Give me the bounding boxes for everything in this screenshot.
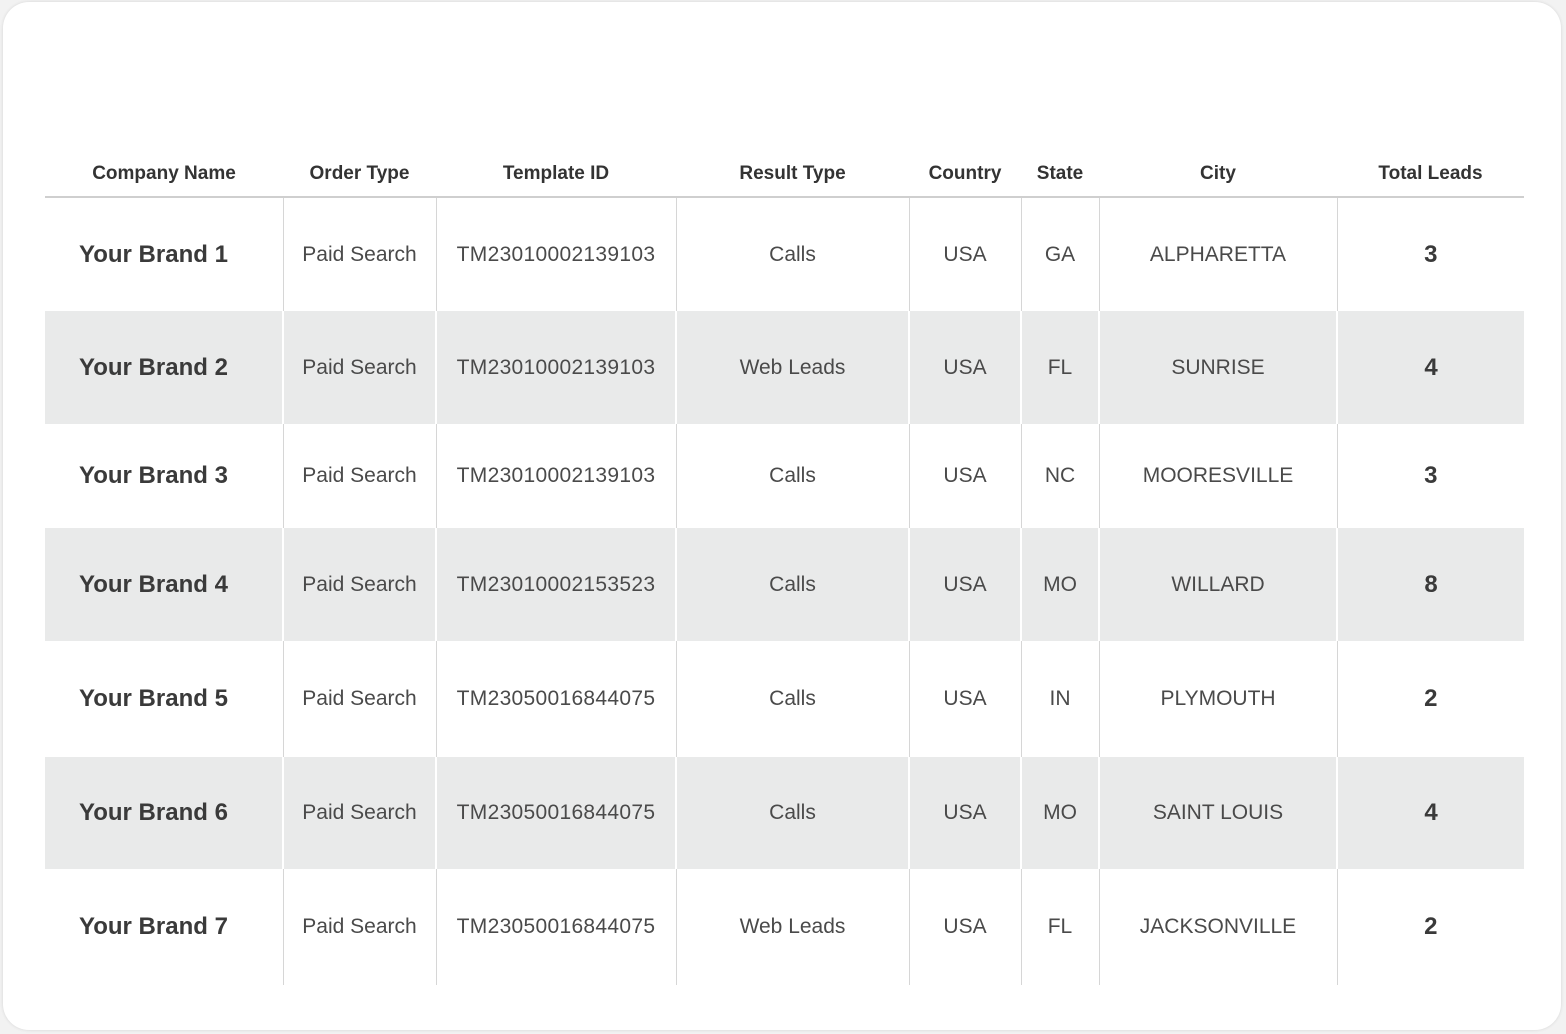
column-header-country[interactable]: Country — [909, 152, 1021, 197]
table-header-row — [45, 152, 1524, 197]
table-row[interactable] — [45, 528, 1524, 641]
state-cell: NC — [1021, 424, 1099, 528]
column-header-total-leads[interactable]: Total Leads — [1337, 152, 1524, 197]
total-leads-cell: 3 — [1337, 197, 1524, 311]
column-header-state[interactable]: State — [1021, 152, 1099, 197]
total-leads-cell: 2 — [1337, 869, 1524, 985]
table-row[interactable] — [45, 424, 1524, 528]
result-type-cell: Calls — [676, 197, 909, 311]
template-id-cell: TM23010002139103 — [436, 197, 676, 311]
order-type-cell: Paid Search — [283, 311, 436, 424]
result-type-cell: Calls — [676, 528, 909, 641]
country-cell: USA — [909, 757, 1021, 869]
total-leads-cell: 3 — [1337, 424, 1524, 528]
city-cell: SUNRISE — [1099, 311, 1337, 424]
order-type-cell: Paid Search — [283, 197, 436, 311]
state-cell: MO — [1021, 528, 1099, 641]
state-cell: FL — [1021, 869, 1099, 985]
order-type-cell: Paid Search — [283, 641, 436, 757]
state-cell: MO — [1021, 757, 1099, 869]
state-cell: IN — [1021, 641, 1099, 757]
country-cell: USA — [909, 197, 1021, 311]
company-name-cell: Your Brand 2 — [79, 353, 228, 381]
company-name-cell: Your Brand 3 — [79, 462, 228, 489]
country-cell: USA — [909, 641, 1021, 757]
table-row[interactable] — [45, 311, 1524, 424]
country-cell: USA — [909, 528, 1021, 641]
total-leads-cell: 8 — [1337, 528, 1524, 641]
template-id-cell: TM23050016844075 — [436, 641, 676, 757]
column-header-company-name[interactable]: Company Name — [45, 152, 283, 197]
table-row[interactable] — [45, 197, 1524, 311]
city-cell: WILLARD — [1099, 528, 1337, 641]
city-cell: SAINT LOUIS — [1099, 757, 1337, 869]
template-id-cell: TM23050016844075 — [436, 757, 676, 869]
total-leads-cell: 4 — [1337, 757, 1524, 869]
column-header-template-id[interactable]: Template ID — [436, 152, 676, 197]
table-row[interactable] — [45, 641, 1524, 757]
order-type-cell: Paid Search — [283, 528, 436, 641]
template-id-cell: TM23010002153523 — [436, 528, 676, 641]
city-cell: JACKSONVILLE — [1099, 869, 1337, 985]
column-header-city[interactable]: City — [1099, 152, 1337, 197]
result-type-cell: Web Leads — [676, 869, 909, 985]
result-type-cell: Web Leads — [676, 311, 909, 424]
country-cell: USA — [909, 311, 1021, 424]
template-id-cell: TM23010002139103 — [436, 424, 676, 528]
column-header-order-type[interactable]: Order Type — [283, 152, 436, 197]
state-cell: FL — [1021, 311, 1099, 424]
result-type-cell: Calls — [676, 757, 909, 869]
leads-report-card — [3, 2, 1561, 1030]
company-name-cell: Your Brand 6 — [79, 799, 228, 826]
result-type-cell: Calls — [676, 424, 909, 528]
city-cell: ALPHARETTA — [1099, 197, 1337, 311]
table-row[interactable] — [45, 757, 1524, 869]
column-header-result-type[interactable]: Result Type — [676, 152, 909, 197]
result-type-cell: Calls — [676, 641, 909, 757]
company-name-cell: Your Brand 7 — [79, 913, 228, 940]
table-row[interactable] — [45, 869, 1524, 985]
company-name-cell: Your Brand 1 — [79, 240, 228, 268]
total-leads-cell: 4 — [1337, 311, 1524, 424]
company-name-cell: Your Brand 4 — [79, 570, 228, 598]
country-cell: USA — [909, 424, 1021, 528]
order-type-cell: Paid Search — [283, 869, 436, 985]
leads-table — [45, 152, 1524, 985]
city-cell: PLYMOUTH — [1099, 641, 1337, 757]
template-id-cell: TM23010002139103 — [436, 311, 676, 424]
total-leads-cell: 2 — [1337, 641, 1524, 757]
city-cell: MOORESVILLE — [1099, 424, 1337, 528]
company-name-cell: Your Brand 5 — [79, 685, 228, 712]
state-cell: GA — [1021, 197, 1099, 311]
order-type-cell: Paid Search — [283, 424, 436, 528]
template-id-cell: TM23050016844075 — [436, 869, 676, 985]
country-cell: USA — [909, 869, 1021, 985]
order-type-cell: Paid Search — [283, 757, 436, 869]
